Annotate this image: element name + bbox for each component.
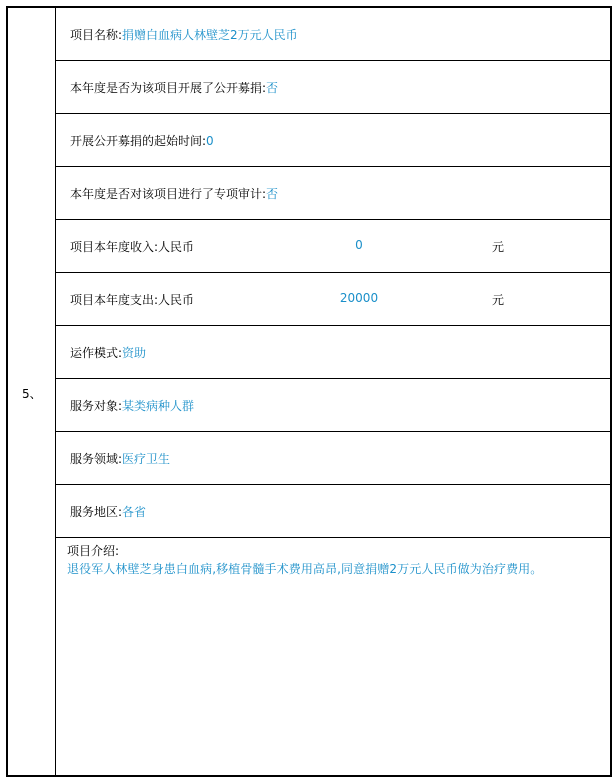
row-service-target bbox=[56, 379, 610, 432]
project-table bbox=[6, 6, 612, 777]
annual-expense-label: 项目本年度支出:人民币 bbox=[70, 293, 195, 307]
row-start-time bbox=[56, 114, 610, 167]
row-service-field bbox=[56, 432, 610, 485]
special-audit-label: 本年度是否对该项目进行了专项审计: bbox=[70, 187, 267, 201]
start-time-value: 0 bbox=[206, 134, 214, 148]
annual-income-label: 项目本年度收入:人民币 bbox=[70, 240, 195, 254]
annual-income-value: 0 bbox=[355, 238, 363, 252]
service-target-label: 服务对象: bbox=[70, 399, 123, 413]
public-fundraising-value: 否 bbox=[266, 81, 279, 95]
project-name-label: 项目名称: bbox=[70, 28, 123, 42]
row-service-region bbox=[56, 485, 610, 538]
row-annual-expense bbox=[56, 273, 610, 326]
annual-expense-value: 20000 bbox=[339, 291, 379, 305]
special-audit-value: 否 bbox=[266, 187, 279, 201]
project-intro-label: 项目介绍: bbox=[67, 544, 120, 558]
project-intro bbox=[56, 538, 610, 775]
project-name-value: 捐赠白血病人林壁芝2万元人民币 bbox=[122, 28, 298, 42]
start-time-label: 开展公开募捐的起始时间: bbox=[70, 134, 207, 148]
index-column bbox=[8, 8, 56, 775]
service-field-label: 服务领域: bbox=[70, 452, 123, 466]
row-index: 5、 bbox=[22, 387, 42, 401]
project-intro-text: 退役军人林壁芝身患白血病,移植骨髓手术费用高昂,同意捐赠2万元人民币做为治疗费用。 bbox=[67, 562, 543, 576]
service-field-value: 医疗卫生 bbox=[122, 452, 171, 466]
operation-mode-label: 运作模式: bbox=[70, 346, 123, 360]
service-region-label: 服务地区: bbox=[70, 505, 123, 519]
row-special-audit bbox=[56, 167, 610, 220]
annual-income-unit: 元 bbox=[492, 240, 505, 254]
operation-mode-value: 资助 bbox=[122, 346, 147, 360]
row-public-fundraising bbox=[56, 61, 610, 114]
row-operation-mode bbox=[56, 326, 610, 379]
annual-expense-unit: 元 bbox=[492, 293, 505, 307]
public-fundraising-label: 本年度是否为该项目开展了公开募捐: bbox=[70, 81, 267, 95]
field-rows bbox=[56, 8, 610, 538]
service-target-value: 某类病种人群 bbox=[122, 399, 195, 413]
service-region-value: 各省 bbox=[122, 505, 147, 519]
row-annual-income bbox=[56, 220, 610, 273]
row-project-name bbox=[56, 8, 610, 61]
